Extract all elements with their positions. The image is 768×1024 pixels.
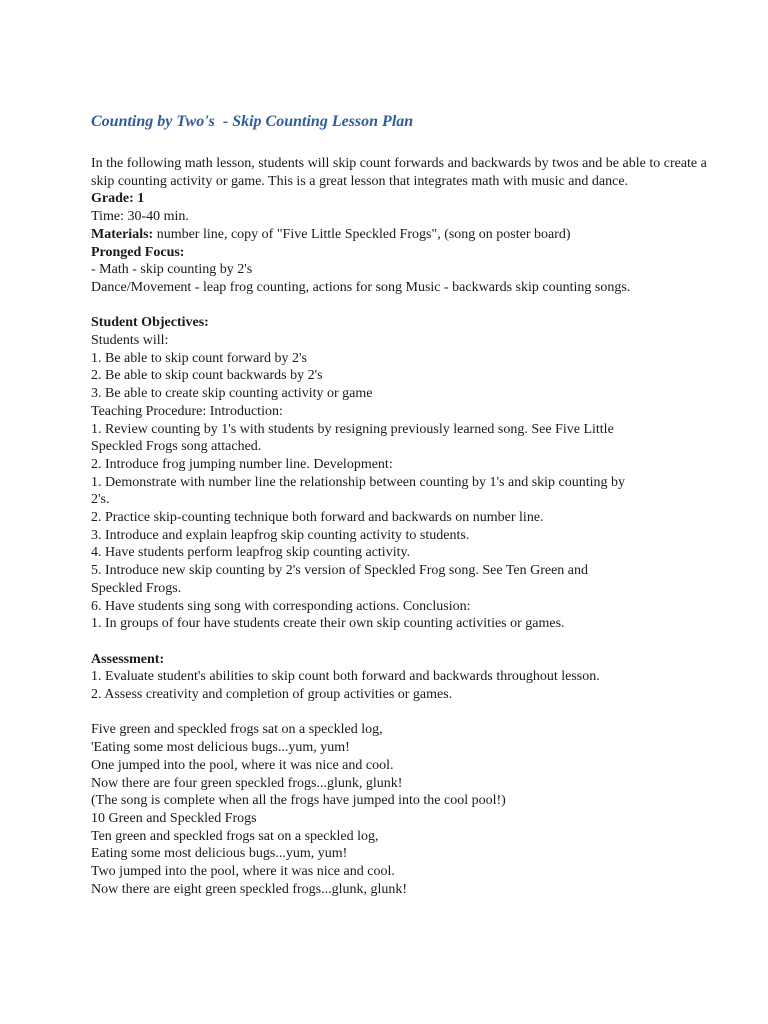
pronged-focus-heading: Pronged Focus: bbox=[91, 244, 185, 260]
focus-line: - Math - skip counting by 2's bbox=[91, 262, 253, 278]
song-line: Five green and speckled frogs sat on a speckled log, bbox=[91, 722, 383, 738]
materials-value: number line, copy of "Five Little Speckled Frogs", (song on poster board) bbox=[153, 226, 571, 242]
procedure-line: Speckled Frogs. bbox=[91, 580, 182, 596]
procedure-line: 6. Have students sing song with corresponding actions. Conclusion: bbox=[91, 598, 471, 614]
procedure-line: 1. Demonstrate with number line the relationship between counting by 1's and skip counting by bbox=[91, 474, 626, 490]
assessment-line: 1. Evaluate student's abilities to skip count both forward and backwards throughout lesson. bbox=[91, 669, 600, 685]
assessment-heading: Assessment: bbox=[91, 651, 165, 667]
song-title-line: 10 Green and Speckled Frogs bbox=[91, 810, 257, 826]
grade-label: Grade: 1 bbox=[91, 191, 145, 207]
song-line: Now there are four green speckled frogs...glunk, glunk! bbox=[91, 775, 403, 791]
procedure-line: 2. Practice skip-counting technique both forward and backwards on number line. bbox=[91, 510, 544, 526]
intro-paragraph: In the following math lesson, students will skip count forwards and backwards by twos and be able to create a skip counting activity or game. This is a great lesson that integrates math with music and dance. bbox=[91, 156, 707, 189]
procedure-line: 3. Introduce and explain leapfrog skip counting activity to students. bbox=[91, 527, 470, 543]
assessment-line: 2. Assess creativity and completion of group activities or games. bbox=[91, 687, 453, 703]
objective-line: Students will: bbox=[91, 333, 169, 349]
materials-label: Materials: bbox=[91, 226, 154, 242]
focus-line: Dance/Movement - leap frog counting, actions for song Music - backwards skip counting songs. bbox=[91, 279, 631, 295]
procedure-line: 4. Have students perform leapfrog skip counting activity. bbox=[91, 545, 411, 561]
procedure-line: Speckled Frogs song attached. bbox=[91, 439, 262, 455]
song-line: Now there are eight green speckled frogs...glunk, glunk! bbox=[91, 881, 408, 897]
song-line: Eating some most delicious bugs...yum, yum! bbox=[91, 846, 348, 862]
procedure-line: 1. Review counting by 1's with students by resigning previously learned song. See Five Little bbox=[91, 421, 614, 437]
objectives-heading: Student Objectives: bbox=[91, 315, 209, 331]
lesson-title: Counting by Two's - Skip Counting Lesson Plan bbox=[91, 113, 414, 130]
song-line: 'Eating some most delicious bugs...yum, yum! bbox=[91, 740, 350, 756]
song-line: One jumped into the pool, where it was nice and cool. bbox=[91, 757, 394, 773]
time-line: Time: 30-40 min. bbox=[91, 209, 189, 225]
grade-line bbox=[91, 190, 708, 208]
spacer bbox=[91, 297, 708, 315]
spacer bbox=[91, 633, 708, 651]
objective-line: 2. Be able to skip count backwards by 2's bbox=[91, 368, 323, 384]
procedure-line: 1. In groups of four have students create their own skip counting activities or games. bbox=[91, 616, 565, 632]
procedure-line: 2. Introduce frog jumping number line. Development: bbox=[91, 456, 393, 472]
procedure-line: 5. Introduce new skip counting by 2's version of Speckled Frog song. See Ten Green and bbox=[91, 563, 589, 579]
song-line: (The song is complete when all the frogs have jumped into the cool pool!) bbox=[91, 793, 506, 809]
procedure-line: Teaching Procedure: Introduction: bbox=[91, 403, 283, 419]
materials-line bbox=[91, 226, 708, 244]
procedure-line: 2's. bbox=[91, 492, 110, 508]
objective-line: 3. Be able to create skip counting activity or game bbox=[91, 386, 373, 402]
song-line: Ten green and speckled frogs sat on a speckled log, bbox=[91, 828, 379, 844]
song-line: Two jumped into the pool, where it was nice and cool. bbox=[91, 864, 395, 880]
spacer bbox=[91, 704, 708, 722]
objective-line: 1. Be able to skip count forward by 2's bbox=[91, 350, 307, 366]
